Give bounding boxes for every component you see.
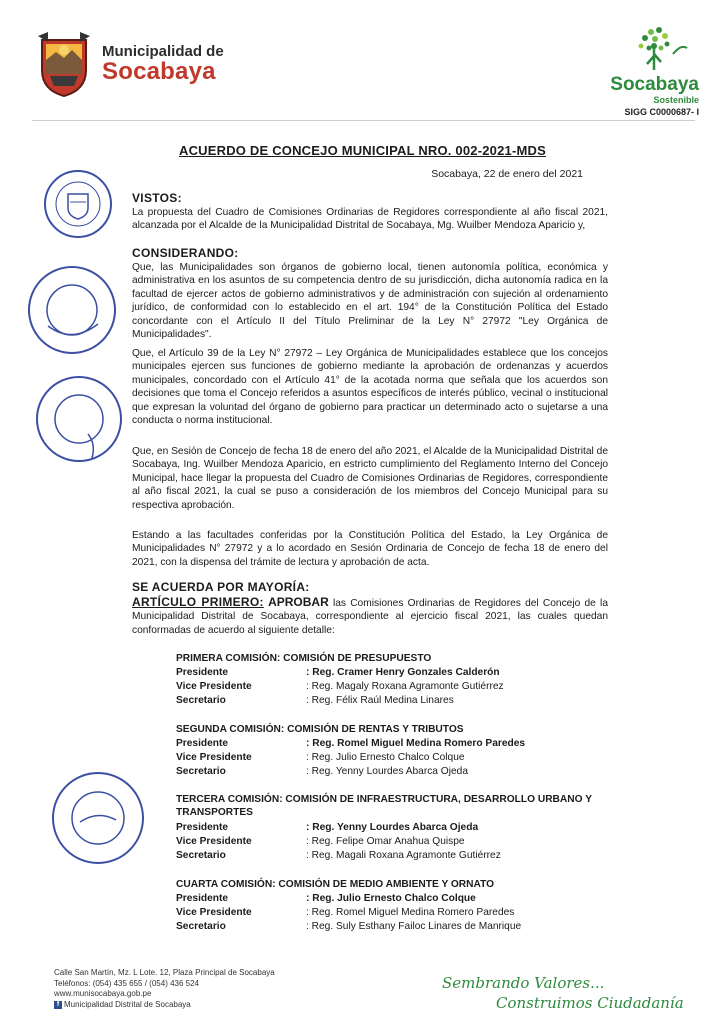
slogan-line-1: Sembrando Valores... [442,974,605,992]
considerando-paragraph-2: Que, el Artículo 39 de la Ley N° 27972 – Ley Orgánica de Municipalidades establece que los concejos municipales ejercen sus funciones de gobierno mediante la aprobación de ordenanzas y acuerdos municipales, concordado con el Artículo 41° de la acotada norma que señala que los acuerdos son decisiones que toma el Concejo referidos a asuntos específicos de interés público, vecinal o institucional que expresan la voluntad del órgano de gobierno para practicar un determinado acto o sujetarse a una conducta o norma institucional. [132,348,608,427]
footer-contact [54,968,275,1010]
logo-subtitle: Sostenible [653,95,699,105]
member-role: Secretario [176,921,226,932]
footer-facebook-label: Municipalidad Distrital de Socabaya [64,999,191,1009]
municipal-crest-icon [36,30,92,98]
vistos-heading: VISTOS: [132,191,182,205]
commission-4-member [176,920,606,934]
member-role: Vice Presidente [176,752,252,763]
header-municipality [36,30,224,98]
vistos-paragraph: La propuesta del Cuadro de Comisiones Ordinarias de Regidores correspondiente al año fiscal 2021, alcanzada por el Alcalde de la Municipalidad Distrital de Socabaya, Mg. Wuilber Mendoza Aparicio y, [132,207,608,232]
commission-2-member [176,765,606,779]
footer-address: Calle San Martín, Mz. L Lote. 12, Plaza Principal de Socabaya [54,968,275,977]
secretaria-general-stamp [50,770,146,866]
member-name: : Reg. Julio Ernesto Chalco Colque [306,893,476,904]
member-role: Presidente [176,738,229,749]
member-name: : Reg. Yenny Lourdes Abarca Ojeda [306,766,468,777]
considerando-paragraph-4: Estando a las facultades conferidas por la Constitución Política del Estado, la Ley Orgánica de Municipalidades N° 27972 y a lo acordado en Sesión Ordinaria de Concejo de fecha 18 de enero del 2021, con la dispensa del trámite de lectura y aprobación de acta. [132,530,608,568]
document-date: Socabaya, 22 de enero del 2021 [431,168,583,180]
tree-logo-icon [621,24,691,76]
member-role: Presidente [176,822,229,833]
logo-name: Socabaya [610,74,699,95]
facebook-icon: f [54,1001,62,1009]
commission-3-member [176,821,606,835]
member-role: Vice Presidente [176,907,252,918]
header-subtitle: Municipalidad de [102,43,224,60]
asesoria-juridica-stamp [34,374,124,464]
member-name: : Reg. Romel Miguel Medina Romero Paredes [306,738,526,749]
member-role: Secretario [176,850,226,861]
footer-website[interactable]: www.munisocabaya.gob.pe [54,989,152,999]
member-name: : Reg. Magali Roxana Agramonte Gutiérrez [306,850,501,861]
member-name: : Reg. Cramer Henry Gonzales Calderón [306,667,500,678]
document-title: ACUERDO DE CONCEJO MUNICIPAL NRO. 002-2021-MDS [178,143,546,158]
commission-2-member [176,737,606,751]
member-name: : Reg. Magaly Roxana Agramonte Gutiérrez [306,681,504,692]
member-role: Secretario [176,695,226,706]
considerando-paragraph-1: Que, las Municipalidades son órganos de gobierno local, tienen autonomía política, económica y administrativa en los asuntos de su competencia dentro de su jurisdicción, dicha autonomía radica en la facultad de ejercer actos de gobierno administrativos y de administración con sujeción al ordenamiento jurídico, de conformidad con lo establecido en el art. 194° de la Constitución Política del Estado concordante con el Artículo II del Título Preliminar de la Ley N° 27972 "Ley Orgánica de Municipalidades". [132,262,608,341]
commission-2-title: SEGUNDA COMISIÓN: COMISIÓN DE RENTAS Y TRIBUTOS [176,724,464,735]
commission-1-member [176,666,606,680]
footer-phones: Teléfonos: (054) 435 655 / (054) 436 524 [54,978,199,988]
footer-facebook [54,1000,275,1011]
articulo-verb: APROBAR [268,595,329,609]
header-sostenible-logo [589,24,699,117]
member-role: Presidente [176,667,229,678]
member-role: Vice Presidente [176,681,252,692]
commission-1-title: PRIMERA COMISIÓN: COMISIÓN DE PRESUPUESTO [176,653,432,664]
member-name: : Reg. Yenny Lourdes Abarca Ojeda [306,822,479,833]
commission-4-member [176,906,606,920]
header-divider [32,120,695,121]
certification-code: SIGG C0000687- I [624,107,699,117]
commission-3-member [176,835,606,849]
member-role: Vice Presidente [176,836,252,847]
member-role: Presidente [176,893,229,904]
commission-2-member [176,751,606,765]
commission-1-member [176,680,606,694]
commission-3-member [176,849,606,863]
member-name: : Reg. Suly Esthany Failoc Linares de Manrique [306,921,522,932]
commission-4-title: CUARTA COMISIÓN: COMISIÓN DE MEDIO AMBIENTE Y ORNATO [176,879,495,890]
member-name: : Reg. Felipe Omar Anahua Quispe [306,836,465,847]
commission-1-member [176,694,606,708]
commission-3-title: TERCERA COMISIÓN: COMISIÓN DE INFRAESTRUCTURA, DESARROLLO URBANO Y TRANSPORTES [176,794,592,819]
articulo-text: las Comisiones Ordinarias de Regidores del Concejo de la Municipalidad Distrital de Socabaya, correspondiente al ejercicio fiscal 2021, las cuales quedan conformadas de acuerdo al siguiente detalle: [132,598,608,636]
header-title: Socabaya [102,58,216,85]
member-name: : Reg. Félix Raúl Medina Linares [306,695,454,706]
municipal-seal-stamp [42,168,114,240]
considerando-paragraph-3: Que, en Sesión de Concejo de fecha 18 de enero del año 2021, el Alcalde de la Municipalidad Distrital de Socabaya, Ing. Wuilber Mendoza Aparicio, en estricto cumplimiento del Reglamento Interno del Concejo Municipal, hace llegar la propuesta del Cuadro de Comisiones Ordinarias de Regidores, correspondiente al año fiscal 2021, la cual se puso a consideración de los miembros del Concejo Municipal para su respectiva aprobación. [132,446,608,511]
articulo-primero [132,596,608,637]
member-name: : Reg. Julio Ernesto Chalco Colque [306,752,465,763]
commission-4-member [176,892,606,906]
gerencia-municipal-stamp [26,264,118,356]
acuerda-heading: SE ACUERDA POR MAYORÍA: [132,580,310,594]
member-role: Secretario [176,766,226,777]
member-name: : Reg. Romel Miguel Medina Romero Paredes [306,907,515,918]
considerando-heading: CONSIDERANDO: [132,246,239,260]
slogan-line-2: Construimos Ciudadanía [496,994,684,1012]
articulo-label: ARTÍCULO PRIMERO: [132,595,264,609]
